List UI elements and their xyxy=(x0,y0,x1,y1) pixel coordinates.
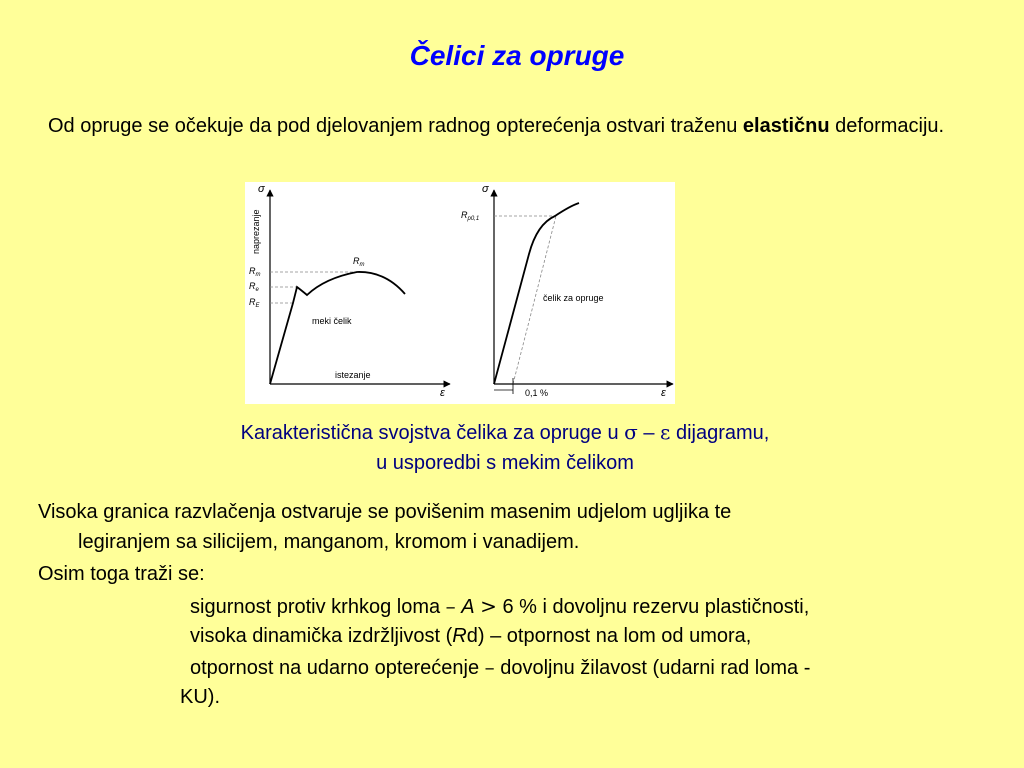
requirement-item-3-continued: KU). xyxy=(180,686,220,708)
caption-line-1: Karakteristična svojstva čelika za opruge u σ – ε dijagramu, xyxy=(240,420,770,444)
left-y-axis-title: naprezanje xyxy=(251,209,261,254)
left-peak-label: $R_m$ xyxy=(353,256,365,268)
body-paragraph-line-1: Visoka granica razvlačenja ostvaruje se povišenim masenim udjelom ugljika te xyxy=(38,501,732,523)
mild-steel-label: meki čelik xyxy=(312,316,352,326)
offset-label: 0,1 % xyxy=(525,388,549,398)
left-x-axis-title: istezanje xyxy=(335,370,371,380)
left-rm-label: $R_m$ xyxy=(249,266,261,278)
left-diagram xyxy=(249,183,450,399)
intro-paragraph xyxy=(48,110,993,142)
stress-strain-figure xyxy=(245,182,675,404)
intro-text-after: deformaciju. xyxy=(829,115,945,137)
requirement-item-2: visoka dinamička izdržljivost (Rd) – otpornost na lom od umora, xyxy=(190,625,752,647)
figure-caption xyxy=(0,417,1010,478)
requirement-item-1: sigurnost protiv krhkog loma – A > 6 % i dovoljnu rezervu plastičnosti, xyxy=(190,594,810,618)
left-epsilon-label: ε xyxy=(440,387,445,399)
body-paragraph-line-2: legiranjem sa silicijem, manganom, kromom i vanadijem. xyxy=(78,531,580,553)
requirement-item-3: otpornost na udarno opterećenje – dovoljnu žilavost (udarni rad loma - xyxy=(190,655,811,679)
caption-line-2: u usporedbi s mekim čelikom xyxy=(376,452,634,474)
right-diagram xyxy=(461,183,673,399)
left-sigma-label: σ xyxy=(258,183,265,195)
left-re-label: $R_e$ xyxy=(249,281,259,293)
mild-steel-curve xyxy=(270,272,405,384)
right-epsilon-label: ε xyxy=(661,387,666,399)
intro-bold-word: elastičnu xyxy=(742,115,830,137)
right-sigma-label: σ xyxy=(482,183,489,195)
left-rE-label: $R_E$ xyxy=(249,297,260,309)
requirements-heading: Osim toga traži se: xyxy=(38,563,205,585)
sigma-symbol: σ xyxy=(624,420,638,444)
epsilon-symbol: ε xyxy=(660,420,671,444)
stress-strain-diagrams xyxy=(245,182,675,404)
intro-text-before: Od opruge se očekuje da pod djelovanjem radnog opterećenja ostvari traženu xyxy=(48,115,743,137)
spring-steel-label: čelik za opruge xyxy=(543,293,604,303)
page-title: Čelici za opruge xyxy=(409,40,625,71)
right-rp-label: $R_{p0,1}$ xyxy=(461,210,480,222)
